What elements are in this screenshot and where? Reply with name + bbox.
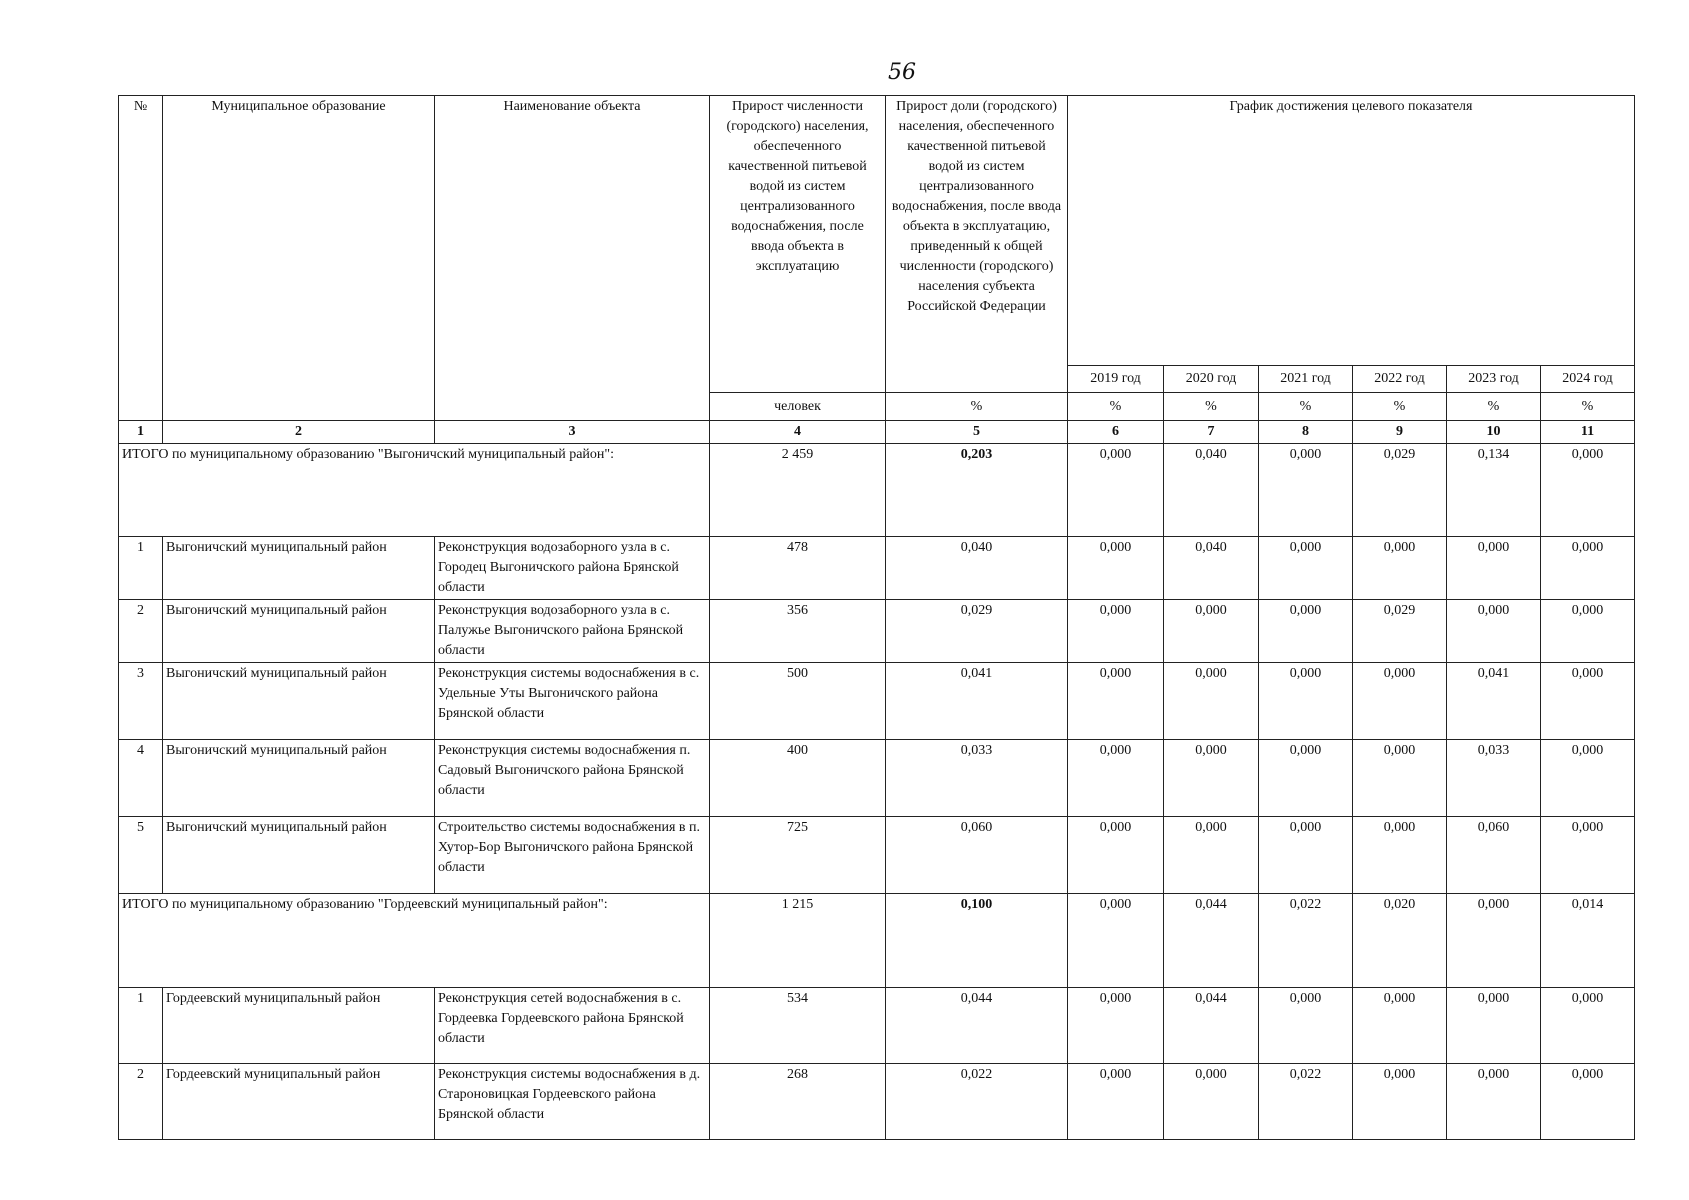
total-year-value: 0,000 <box>1447 894 1541 988</box>
column-numbers-row <box>119 421 1635 444</box>
row-year-value: 0,000 <box>1068 600 1164 663</box>
total-year-value: 0,134 <box>1447 444 1541 537</box>
row-year-value: 0,000 <box>1259 537 1353 600</box>
unit-percent: % <box>1164 393 1259 421</box>
table-row <box>119 537 1635 600</box>
row-year-value: 0,033 <box>1447 740 1541 817</box>
row-year-value: 0,060 <box>1447 817 1541 894</box>
row-municipality: Выгоничский муниципальный район <box>163 817 435 894</box>
row-number: 1 <box>119 988 163 1064</box>
row-number: 4 <box>119 740 163 817</box>
row-year-value: 0,000 <box>1259 988 1353 1064</box>
row-year-value: 0,000 <box>1259 663 1353 740</box>
unit-percent: % <box>1068 393 1164 421</box>
row-year-value: 0,000 <box>1447 600 1541 663</box>
row-municipality: Выгоничский муниципальный район <box>163 663 435 740</box>
row-people: 725 <box>710 817 886 894</box>
total-share: 0,100 <box>886 894 1068 988</box>
column-number: 8 <box>1259 421 1353 444</box>
row-number: 2 <box>119 1064 163 1140</box>
column-number: 11 <box>1541 421 1635 444</box>
row-year-value: 0,000 <box>1353 663 1447 740</box>
row-year-value: 0,000 <box>1164 1064 1259 1140</box>
row-municipality: Выгоничский муниципальный район <box>163 600 435 663</box>
row-year-value: 0,000 <box>1068 663 1164 740</box>
total-label: ИТОГО по муниципальному образованию "Выгоничский муниципальный район": <box>119 444 710 537</box>
page-number: 56 <box>888 60 916 85</box>
row-year-value: 0,000 <box>1353 740 1447 817</box>
column-number: 3 <box>435 421 710 444</box>
row-year-value: 0,000 <box>1447 1064 1541 1140</box>
row-year-value: 0,000 <box>1164 663 1259 740</box>
total-share: 0,203 <box>886 444 1068 537</box>
column-number: 10 <box>1447 421 1541 444</box>
unit-people: человек <box>710 393 886 421</box>
row-year-value: 0,000 <box>1541 1064 1635 1140</box>
header-population-growth: Прирост численности (городского) населения, обеспеченного качественной питьевой водой из систем централизованного водоснабжения, после ввода объекта в эксплуатацию <box>710 96 886 393</box>
row-year-value: 0,000 <box>1541 537 1635 600</box>
row-object: Реконструкция водозаборного узла в с. Городец Выгоничского района Брянской области <box>435 537 710 600</box>
year-2019: 2019 год <box>1068 366 1164 393</box>
row-year-value: 0,000 <box>1068 1064 1164 1140</box>
row-object: Реконструкция системы водоснабжения п. Садовый Выгоничского района Брянской области <box>435 740 710 817</box>
row-share: 0,040 <box>886 537 1068 600</box>
total-year-value: 0,000 <box>1259 444 1353 537</box>
table-row <box>119 1064 1635 1140</box>
row-year-value: 0,000 <box>1068 817 1164 894</box>
table-row <box>119 740 1635 817</box>
row-year-value: 0,000 <box>1164 817 1259 894</box>
indicator-table <box>118 95 1635 1140</box>
total-year-value: 0,014 <box>1541 894 1635 988</box>
table-row <box>119 988 1635 1064</box>
header-no: № <box>119 96 163 421</box>
total-row <box>119 894 1635 988</box>
row-year-value: 0,000 <box>1259 817 1353 894</box>
row-number: 2 <box>119 600 163 663</box>
total-year-value: 0,020 <box>1353 894 1447 988</box>
table-row <box>119 600 1635 663</box>
column-number: 1 <box>119 421 163 444</box>
year-2023: 2023 год <box>1447 366 1541 393</box>
row-year-value: 0,044 <box>1164 988 1259 1064</box>
unit-percent: % <box>886 393 1068 421</box>
row-people: 534 <box>710 988 886 1064</box>
total-people: 2 459 <box>710 444 886 537</box>
total-year-value: 0,040 <box>1164 444 1259 537</box>
row-object: Реконструкция сетей водоснабжения в с. Гордеевка Гордеевского района Брянской области <box>435 988 710 1064</box>
row-year-value: 0,000 <box>1353 817 1447 894</box>
row-year-value: 0,000 <box>1541 817 1635 894</box>
total-year-value: 0,044 <box>1164 894 1259 988</box>
header-schedule: График достижения целевого показателя <box>1068 96 1635 366</box>
total-year-value: 0,000 <box>1541 444 1635 537</box>
row-year-value: 0,000 <box>1068 537 1164 600</box>
unit-percent: % <box>1259 393 1353 421</box>
row-object: Реконструкция системы водоснабжения в с. Удельные Уты Выгоничского района Брянской области <box>435 663 710 740</box>
total-year-value: 0,000 <box>1068 444 1164 537</box>
year-2020: 2020 год <box>1164 366 1259 393</box>
column-number: 5 <box>886 421 1068 444</box>
row-year-value: 0,000 <box>1541 600 1635 663</box>
row-year-value: 0,000 <box>1447 988 1541 1064</box>
row-year-value: 0,000 <box>1353 1064 1447 1140</box>
row-object: Реконструкция водозаборного узла в с. Палужье Выгоничского района Брянской области <box>435 600 710 663</box>
row-people: 268 <box>710 1064 886 1140</box>
column-number: 6 <box>1068 421 1164 444</box>
row-year-value: 0,000 <box>1164 740 1259 817</box>
total-people: 1 215 <box>710 894 886 988</box>
row-object: Строительство системы водоснабжения в п. Хутор-Бор Выгоничского района Брянской области <box>435 817 710 894</box>
row-municipality: Гордеевский муниципальный район <box>163 1064 435 1140</box>
total-year-value: 0,000 <box>1068 894 1164 988</box>
total-row <box>119 444 1635 537</box>
header-share-growth: Прирост доли (городского) населения, обеспеченного качественной питьевой водой из систем централизованного водоснабжения, после ввода объекта в эксплуатацию, приведенный к общей численности (городского) населения субъекта Российской Федерации <box>886 96 1068 393</box>
row-object: Реконструкция системы водоснабжения в д. Староновицкая Гордеевского района Брянской области <box>435 1064 710 1140</box>
row-year-value: 0,000 <box>1068 988 1164 1064</box>
row-year-value: 0,000 <box>1068 740 1164 817</box>
column-number: 9 <box>1353 421 1447 444</box>
row-number: 1 <box>119 537 163 600</box>
row-share: 0,041 <box>886 663 1068 740</box>
header-object-name: Наименование объекта <box>435 96 710 421</box>
row-share: 0,029 <box>886 600 1068 663</box>
row-year-value: 0,000 <box>1541 988 1635 1064</box>
year-2022: 2022 год <box>1353 366 1447 393</box>
header-municipality: Муниципальное образование <box>163 96 435 421</box>
unit-percent: % <box>1353 393 1447 421</box>
row-share: 0,060 <box>886 817 1068 894</box>
column-number: 2 <box>163 421 435 444</box>
row-municipality: Гордеевский муниципальный район <box>163 988 435 1064</box>
total-year-value: 0,029 <box>1353 444 1447 537</box>
total-year-value: 0,022 <box>1259 894 1353 988</box>
row-year-value: 0,029 <box>1353 600 1447 663</box>
header-row <box>119 96 1635 366</box>
row-year-value: 0,041 <box>1447 663 1541 740</box>
row-year-value: 0,022 <box>1259 1064 1353 1140</box>
column-number: 7 <box>1164 421 1259 444</box>
row-year-value: 0,000 <box>1541 740 1635 817</box>
row-share: 0,044 <box>886 988 1068 1064</box>
unit-percent: % <box>1541 393 1635 421</box>
row-share: 0,022 <box>886 1064 1068 1140</box>
row-people: 356 <box>710 600 886 663</box>
row-year-value: 0,000 <box>1259 600 1353 663</box>
row-people: 500 <box>710 663 886 740</box>
year-2021: 2021 год <box>1259 366 1353 393</box>
row-year-value: 0,000 <box>1353 988 1447 1064</box>
row-share: 0,033 <box>886 740 1068 817</box>
row-year-value: 0,000 <box>1259 740 1353 817</box>
row-people: 400 <box>710 740 886 817</box>
row-number: 3 <box>119 663 163 740</box>
table-row <box>119 817 1635 894</box>
row-year-value: 0,000 <box>1164 600 1259 663</box>
row-year-value: 0,000 <box>1353 537 1447 600</box>
total-label: ИТОГО по муниципальному образованию "Гордеевский муниципальный район": <box>119 894 710 988</box>
column-number: 4 <box>710 421 886 444</box>
row-people: 478 <box>710 537 886 600</box>
row-year-value: 0,040 <box>1164 537 1259 600</box>
row-municipality: Выгоничский муниципальный район <box>163 740 435 817</box>
unit-percent: % <box>1447 393 1541 421</box>
row-year-value: 0,000 <box>1447 537 1541 600</box>
year-2024: 2024 год <box>1541 366 1635 393</box>
row-municipality: Выгоничский муниципальный район <box>163 537 435 600</box>
row-year-value: 0,000 <box>1541 663 1635 740</box>
row-number: 5 <box>119 817 163 894</box>
table-row <box>119 663 1635 740</box>
